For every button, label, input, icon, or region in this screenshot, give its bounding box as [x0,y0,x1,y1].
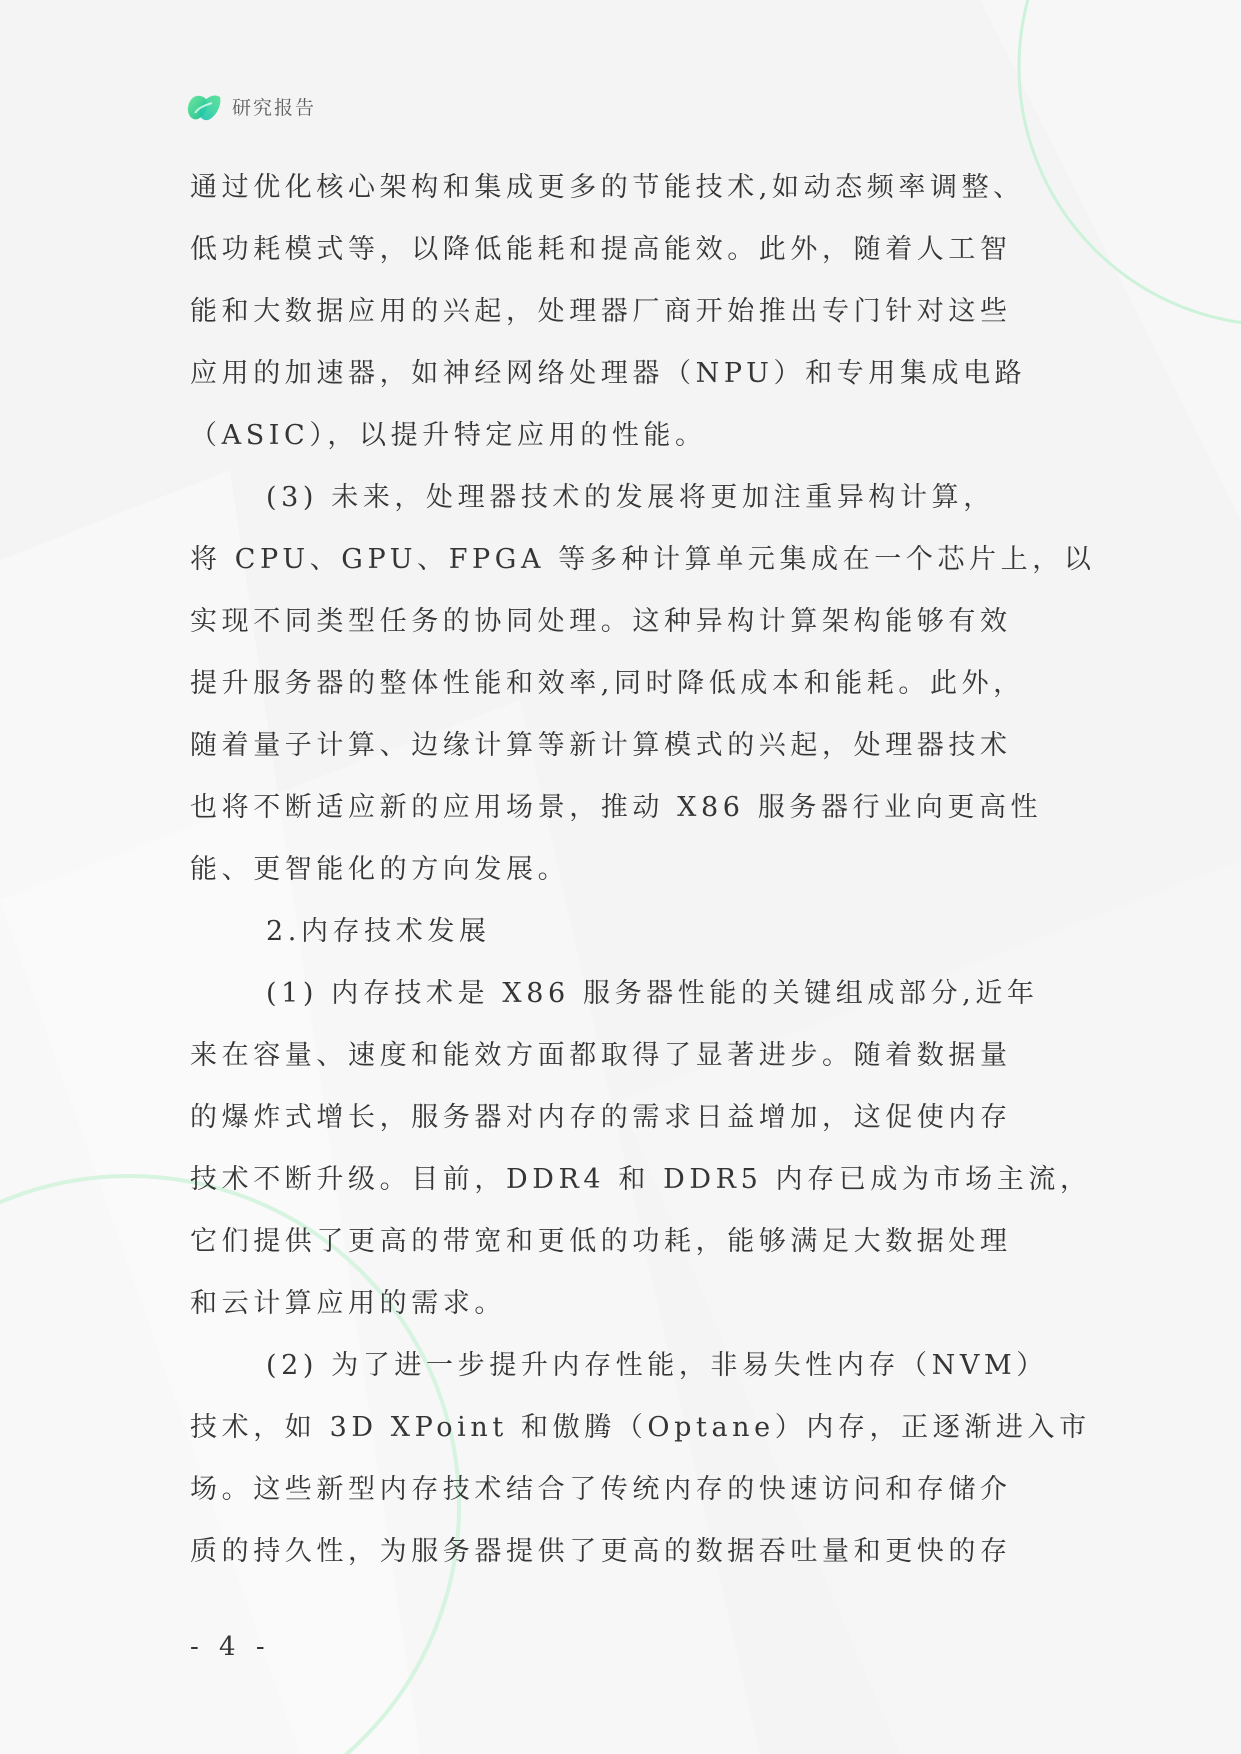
text-line: 场。这些新型内存技术结合了传统内存的快速访问和存储介 [190,1474,1012,1505]
text-line: 技术，如 3D XPoint 和傲腾（Optane）内存，正逐渐进入市 [190,1412,1091,1443]
page-number: - 4 - [190,1632,271,1662]
text-line: 提升服务器的整体性能和效率,同时降低成本和能耗。此外， [190,668,1025,699]
report-header [186,88,316,124]
brand-logo-icon [186,89,222,123]
text-line: 应用的加速器，如神经网络处理器（NPU）和专用集成电路 [190,358,1027,389]
text-line: 实现不同类型任务的协同处理。这种异构计算架构能够有效 [190,606,1012,637]
text-line: 能和大数据应用的兴起，处理器厂商开始推出专门针对这些 [190,296,1012,327]
text-line: 的爆炸式增长，服务器对内存的需求日益增加，这促使内存 [190,1102,1012,1133]
text-line: 来在容量、速度和能效方面都取得了显著进步。随着数据量 [190,1040,1012,1071]
text-line: 质的持久性，为服务器提供了更高的数据吞吐量和更快的存 [190,1536,1012,1567]
text-line: 和云计算应用的需求。 [190,1288,506,1319]
text-line: 技术不断升级。目前，DDR4 和 DDR5 内存已成为市场主流， [190,1164,1092,1195]
header-title: 研究报告 [232,96,317,119]
paragraph-start-line: (1) 内存技术是 X86 服务器性能的关键组成部分,近年 [266,978,1039,1009]
section-heading: 2.内存技术发展 [266,916,491,947]
text-line: 通过优化核心架构和集成更多的节能技术,如动态频率调整、 [190,172,1025,203]
paragraph-start-line: (2) 为了进一步提升内存性能，非易失性内存（NVM） [266,1350,1048,1381]
body-text [190,157,1190,1583]
text-line: 将 CPU、GPU、FPGA 等多种计算单元集成在一个芯片上，以 [190,544,1096,575]
text-line: 也将不断适应新的应用场景，推动 X86 服务器行业向更高性 [190,792,1043,823]
text-line: 它们提供了更高的带宽和更低的功耗，能够满足大数据处理 [190,1226,1012,1257]
text-line: 能、更智能化的方向发展。 [190,854,570,885]
text-line: （ASIC），以提升特定应用的性能。 [190,420,707,451]
paragraph-start-line: (3) 未来，处理器技术的发展将更加注重异构计算， [266,482,995,513]
text-line: 低功耗模式等，以降低能耗和提高能效。此外，随着人工智 [190,234,1012,265]
text-line: 随着量子计算、边缘计算等新计算模式的兴起，处理器技术 [190,730,1012,761]
